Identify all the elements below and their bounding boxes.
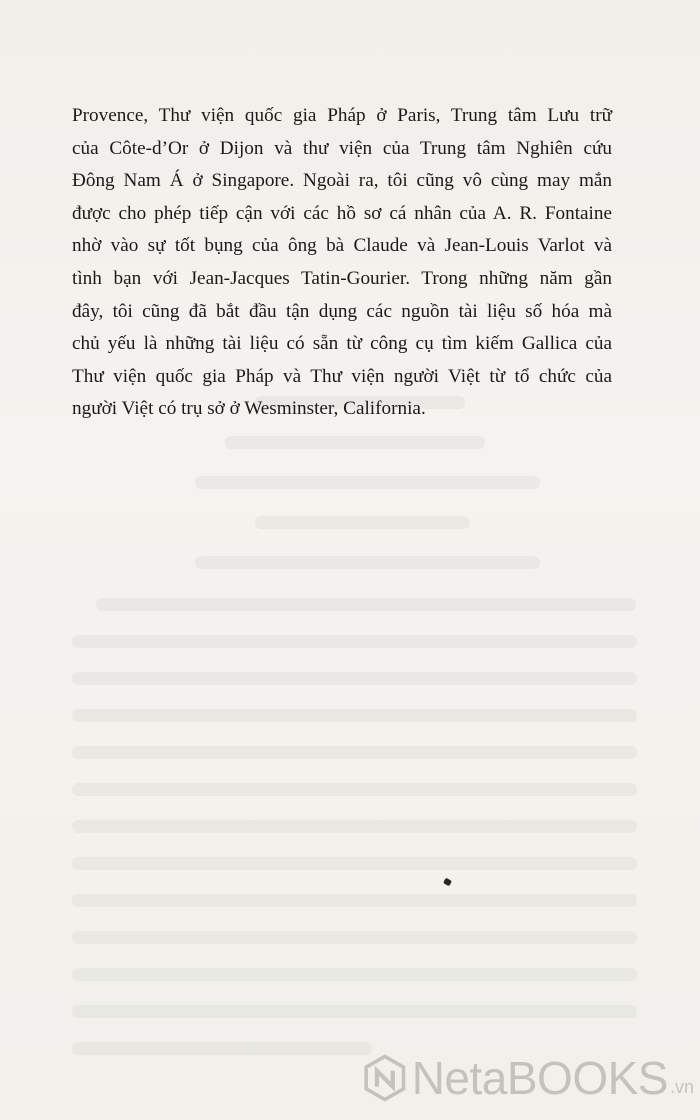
text-line: Đông Nam Á ở Singapore. Ngoài ra, tôi cũng vô cùng may mắn [72,170,612,192]
text-line: chủ yếu là những tài liệu có sẵn từ công cụ tìm kiếm Gallica của [72,333,612,355]
text-line: Thư viện quốc gia Pháp và Thư viện người Việt từ tổ chức của [72,365,612,387]
watermark-brand: NetaBOOKS [411,1052,668,1104]
watermark-suffix: .vn [669,1077,694,1097]
body-paragraph [72,100,612,426]
ink-speck [443,878,452,887]
text-line: được cho phép tiếp cận với các hồ sơ cá nhân của A. R. Fontaine [72,202,612,224]
text-line: của Côte-d’Or ở Dijon và thư viện của Trung tâm Nghiên cứu [72,137,612,159]
netabooks-logo-icon [364,1046,406,1110]
text-line: đây, tôi cũng đã bắt đầu tận dụng các nguồn tài liệu số hóa mà [72,300,612,322]
watermark [364,1044,694,1112]
text-line: nhờ vào sự tốt bụng của ông bà Claude và Jean-Louis Varlot và [72,235,612,257]
text-line: tình bạn với Jean-Jacques Tatin-Gourier. Trong những năm gần [72,267,612,289]
text-line: người Việt có trụ sở ở Wesminster, California. [72,398,426,420]
text-line: Provence, Thư viện quốc gia Pháp ở Paris, Trung tâm Lưu trữ [72,105,612,126]
